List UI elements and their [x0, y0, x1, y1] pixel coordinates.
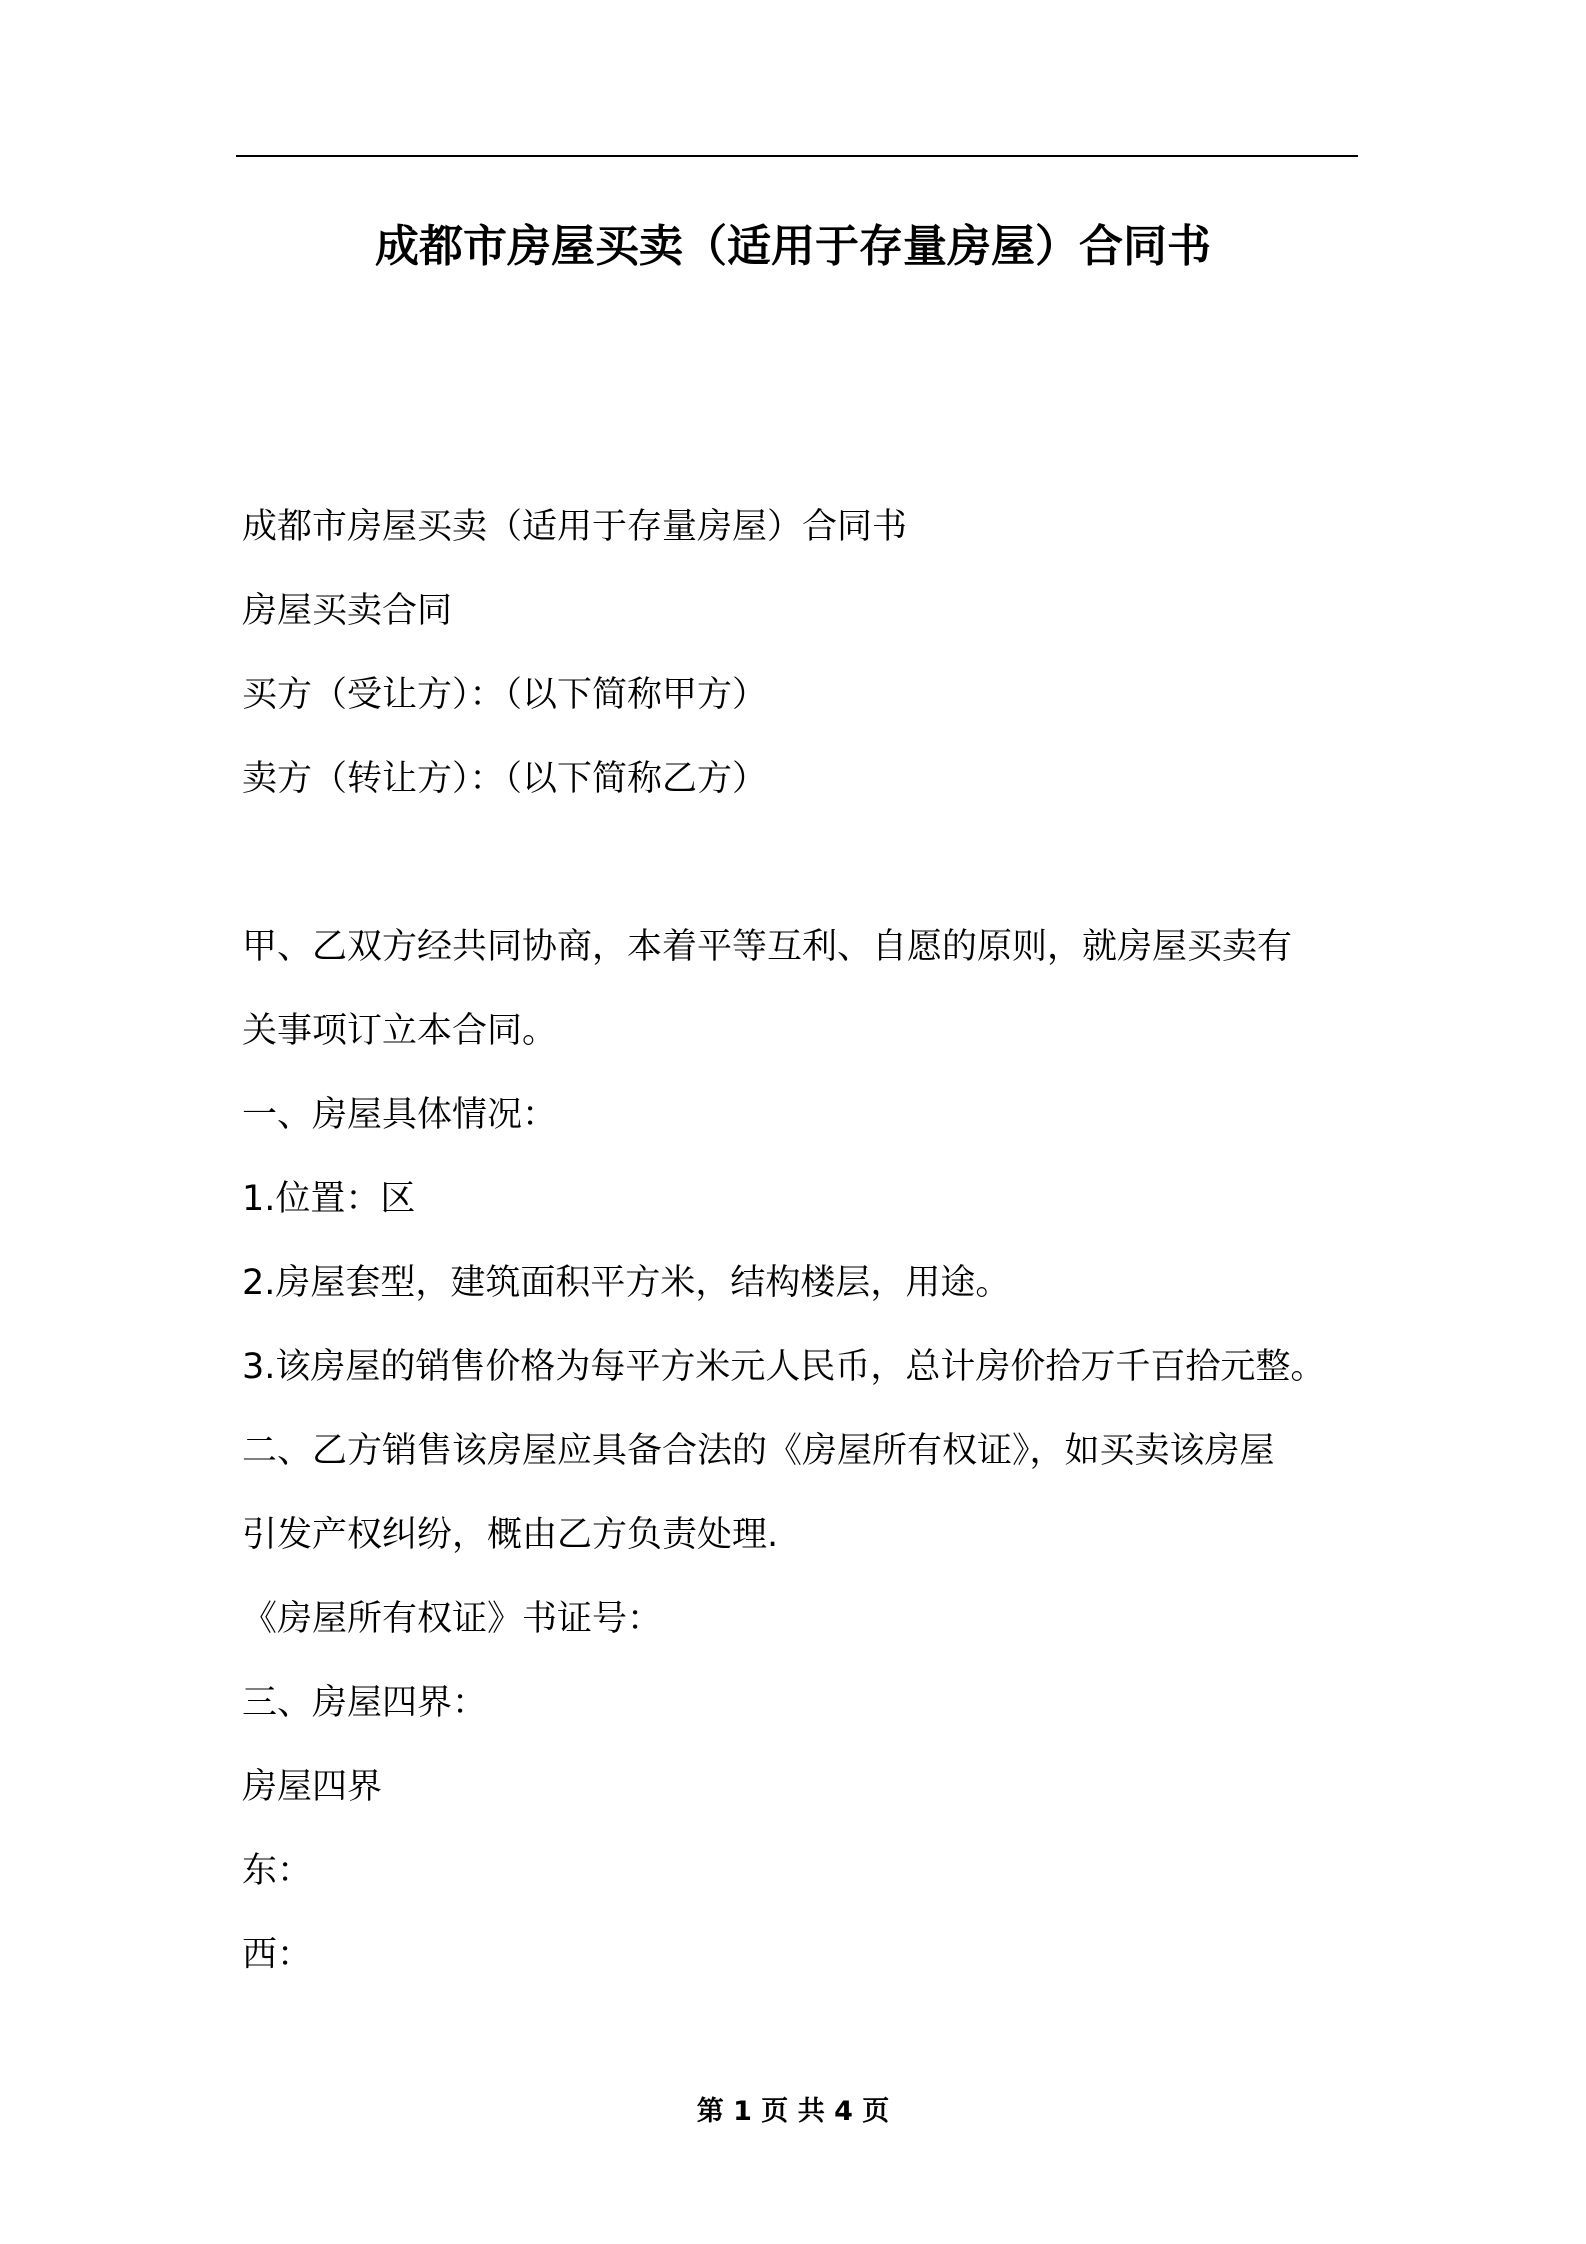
body-line-preamble-2: 关事项订立本合同。: [242, 1011, 558, 1051]
body-line-title-repeat: 成都市房屋买卖（适用于存量房屋）合同书: [242, 507, 908, 547]
body-line-location: 1.位置：区: [242, 1179, 416, 1219]
body-line-boundaries: 房屋四界: [242, 1767, 383, 1807]
paragraph-gap: [242, 821, 1392, 905]
body-line-buyer: 买方（受让方）：（以下简称甲方）: [242, 675, 768, 715]
section-heading-1: 一、房屋具体情况：: [242, 1095, 558, 1135]
body-line-price: 3.该房屋的销售价格为每平方米元人民币，总计房价拾万千百拾元整。: [242, 1347, 1326, 1387]
section-heading-2: 二、乙方销售该房屋应具备合法的《房屋所有权证》，如买卖该房屋: [242, 1431, 1275, 1471]
body-line-seller: 卖方（转让方）：（以下简称乙方）: [242, 759, 768, 799]
page-number: 第 1 页 共 4 页: [696, 2096, 890, 2127]
header-rule: [236, 155, 1358, 157]
body-line-preamble-1: 甲、乙双方经共同协商，本着平等互利、自愿的原则，就房屋买卖有: [242, 927, 1293, 967]
body-line-certificate-number: 《房屋所有权证》书证号：: [242, 1599, 663, 1639]
body-line-west: 西：: [242, 1935, 313, 1975]
body-line-contract-name: 房屋买卖合同: [242, 591, 453, 631]
body-line-east: 东：: [242, 1851, 313, 1891]
section-heading-3: 三、房屋四界：: [242, 1683, 488, 1723]
document-title: 成都市房屋买卖（适用于存量房屋）合同书: [375, 221, 1211, 272]
document-body: [242, 485, 1392, 1997]
body-line-house-type: 2.房屋套型，建筑面积平方米，结构楼层，用途。: [242, 1263, 1011, 1303]
body-line-dispute: 引发产权纠纷，概由乙方负责处理.: [242, 1515, 779, 1555]
